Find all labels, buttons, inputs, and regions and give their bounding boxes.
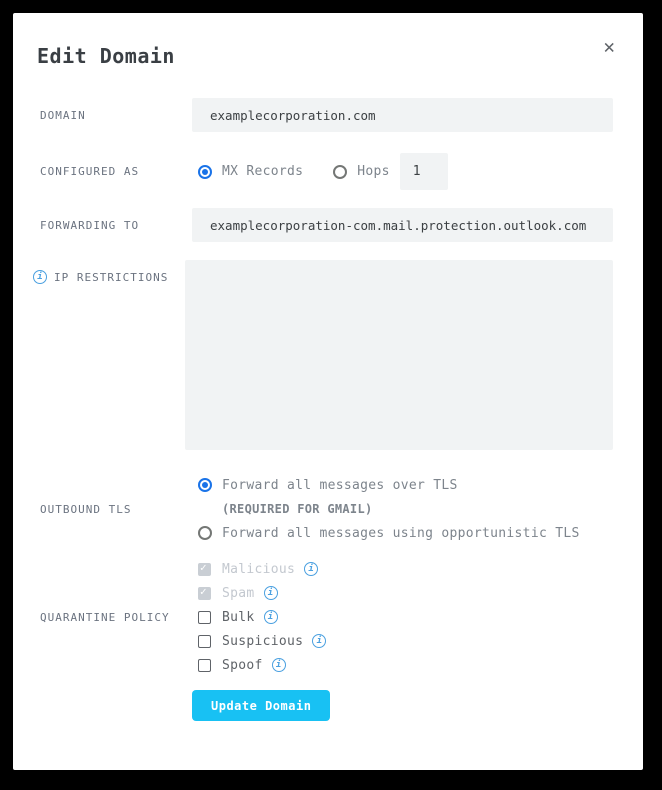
hops-radio[interactable]: [333, 164, 390, 179]
hops-count-input[interactable]: [400, 153, 448, 190]
radio-icon: [333, 165, 347, 179]
quarantine-option-bulk[interactable]: Bulk i: [198, 605, 613, 629]
domain-input[interactable]: [192, 98, 613, 132]
info-icon[interactable]: i: [312, 634, 326, 648]
checkbox-icon: [198, 587, 211, 600]
edit-domain-modal: [13, 13, 643, 770]
radio-icon: [198, 526, 212, 540]
info-icon[interactable]: i: [264, 610, 278, 624]
quarantine-policy-label: QUARANTINE POLICY: [40, 610, 170, 624]
radio-icon: [198, 165, 212, 179]
tls-opportunistic-radio-label: Forward all messages using opportunistic TLS: [222, 525, 580, 541]
domain-label: DOMAIN: [40, 108, 86, 122]
forwarding-to-row: [40, 208, 613, 242]
mx-records-radio[interactable]: [198, 164, 303, 179]
ip-restrictions-textarea[interactable]: [185, 260, 613, 450]
modal-title: Edit Domain: [37, 44, 175, 68]
quarantine-policy-row: [40, 557, 613, 677]
outbound-tls-row: [40, 473, 613, 545]
forwarding-to-label: FORWARDING TO: [40, 218, 140, 232]
outbound-tls-label: OUTBOUND TLS: [40, 502, 132, 516]
quarantine-option-suspicious[interactable]: Suspicious i: [198, 629, 613, 653]
domain-row: [40, 98, 613, 132]
mx-records-radio-label: MX Records: [222, 164, 304, 179]
configured-as-row: [40, 153, 613, 190]
tls-required-note: (REQUIRED FOR GMAIL): [222, 502, 373, 516]
checkbox-icon: [198, 659, 211, 672]
update-domain-button[interactable]: Update Domain: [192, 690, 330, 721]
checkbox-icon: [198, 611, 211, 624]
info-icon[interactable]: i: [264, 586, 278, 600]
forwarding-to-input[interactable]: [192, 208, 613, 242]
tls-required-radio[interactable]: [198, 473, 613, 497]
configured-as-label: CONFIGURED AS: [40, 165, 140, 178]
ip-restrictions-row: [37, 260, 613, 450]
info-icon[interactable]: i: [272, 658, 286, 672]
submit-row: [40, 690, 613, 721]
quarantine-option-malicious[interactable]: ✓ Malicious i: [198, 557, 613, 581]
hops-radio-label: Hops: [357, 164, 390, 179]
close-icon[interactable]: ✕: [603, 36, 615, 58]
checkbox-icon: [198, 635, 211, 648]
checkbox-icon: [198, 563, 211, 576]
ip-restrictions-label: IP RESTRICTIONS: [54, 270, 169, 284]
radio-icon: [198, 478, 212, 492]
info-icon[interactable]: i: [33, 270, 47, 284]
info-icon[interactable]: i: [304, 562, 318, 576]
tls-opportunistic-radio[interactable]: [198, 521, 613, 545]
tls-required-radio-label: Forward all messages over TLS: [222, 477, 458, 493]
quarantine-option-spam[interactable]: ✓ Spam i: [198, 581, 613, 605]
quarantine-option-spoof[interactable]: Spoof i: [198, 653, 613, 677]
